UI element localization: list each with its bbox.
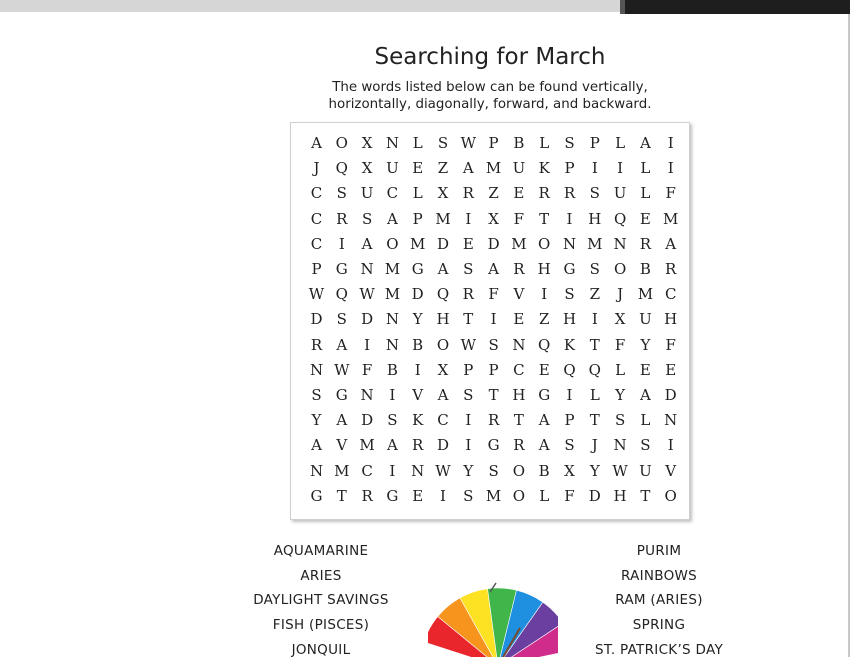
grid-cell[interactable]: S [564,285,575,304]
grid-cell[interactable]: P [564,411,575,430]
grid-cell[interactable]: A [462,159,474,178]
grid-cell[interactable]: Y [412,310,423,329]
grid-cell[interactable]: H [588,209,602,228]
grid-cell[interactable]: D [664,386,677,404]
grid-cell[interactable]: L [640,159,651,178]
grid-cell[interactable]: I [389,461,396,480]
grid-cell[interactable]: I [667,436,674,455]
grid-cell[interactable]: W [334,360,350,379]
grid-cell[interactable]: A [386,436,398,455]
grid-row [304,307,684,332]
grid-cell[interactable]: V [412,386,424,404]
grid-cell[interactable]: B [513,134,525,152]
grid-row [304,408,684,433]
grid-cell[interactable]: A [665,234,677,253]
grid-cell[interactable]: F [665,335,676,354]
grid-cell[interactable]: P [463,360,474,379]
grid-cell[interactable]: C [310,209,323,228]
grid-cell[interactable]: S [311,386,322,404]
grid-cell[interactable]: K [563,335,576,354]
grid-cell[interactable]: B [386,360,398,379]
grid-cell[interactable]: U [639,461,652,480]
grid-cell[interactable]: I [465,209,472,228]
grid-row [304,232,684,257]
grid-cell[interactable]: G [335,386,348,404]
instructions [0,79,850,113]
grid-cell[interactable]: S [437,134,449,152]
grid-cell[interactable]: E [513,184,525,203]
grid-cell[interactable]: I [414,360,421,379]
grid-cell[interactable]: B [639,260,651,278]
grid-cell[interactable]: M [485,159,502,178]
grid-cell[interactable]: P [412,209,423,228]
grid-cell[interactable]: N [664,411,678,430]
umbrella-icon [428,578,558,657]
instructions-line-2: horizontally, diagonally, forward, and backward. [328,97,652,112]
grid-cell[interactable]: N [385,335,399,354]
grid-cell[interactable]: M [637,285,654,304]
grid-cell[interactable]: Q [613,209,627,228]
grid-cell[interactable]: C [386,184,399,203]
grid-cell[interactable]: N [411,461,425,480]
grid-cell[interactable]: R [639,234,652,253]
grid-cell[interactable]: Y [311,411,322,430]
grid-cell[interactable]: Q [588,360,601,379]
grid-cell[interactable]: N [360,260,374,278]
grid-cell[interactable]: O [613,260,627,278]
grid-cell[interactable]: Q [563,360,576,379]
grid-cell[interactable]: O [512,461,526,480]
grid-cell[interactable]: N [613,234,627,253]
grid-cell[interactable]: L [615,134,626,152]
grid-cell[interactable]: D [310,310,323,329]
grid-cell[interactable]: H [436,310,450,329]
grid-cell[interactable]: X [614,310,626,329]
grid-cell[interactable]: S [488,335,499,354]
grid-cell[interactable]: I [591,310,598,329]
grid-cell[interactable]: S [387,411,398,430]
grid-cell[interactable]: S [488,461,499,480]
grid-cell[interactable]: N [309,461,324,480]
grid-cell[interactable]: R [462,184,474,203]
grid-cell[interactable]: F [361,360,373,379]
grid-cell[interactable]: I [465,436,472,455]
grid-cell[interactable]: C [513,360,525,379]
grid-cell[interactable]: W [460,335,476,354]
grid-cell[interactable]: E [665,360,677,379]
grid-cell[interactable]: S [336,184,347,203]
grid-cell[interactable]: R [487,411,500,430]
grid-cell[interactable]: H [562,310,577,329]
grid-cell[interactable]: X [437,360,449,379]
grid-cell[interactable]: A [538,436,550,455]
grid-cell[interactable]: L [589,386,600,404]
word-list-item: ARIES [300,567,342,584]
grid-cell[interactable]: A [639,134,651,152]
grid-cell[interactable]: G [310,486,323,505]
grid-cell[interactable]: S [463,260,474,278]
grid-cell[interactable]: M [334,461,350,480]
word-list-item: JONQUIL [291,641,351,658]
grid-cell[interactable]: R [336,209,348,228]
page-title: Searching for March [374,44,606,70]
grid-cell[interactable]: Q [335,159,348,178]
grid-cell[interactable]: C [437,411,449,430]
grid-cell[interactable]: J [591,436,598,455]
grid-cell[interactable]: N [385,310,399,329]
grid-cell[interactable]: A [538,411,550,430]
grid-cell[interactable]: I [465,411,472,430]
grid-cell[interactable]: L [412,134,423,152]
grid-cell[interactable]: T [488,386,499,404]
grid-row [304,282,684,307]
grid-cell[interactable]: I [389,386,396,404]
grid-cell[interactable]: I [667,159,674,178]
instructions-line-1: The words listed below can be found vertically, [332,80,648,95]
word-list-right [573,541,745,664]
grid-cell[interactable]: N [385,134,399,152]
grid-cell[interactable]: R [462,285,474,304]
grid-cell[interactable]: V [336,436,348,455]
grid-row [304,131,684,156]
grid-cell[interactable]: I [617,159,624,178]
grid-cell[interactable]: G [411,260,424,278]
grid-cell[interactable]: Q [335,285,348,304]
grid-cell[interactable]: K [412,411,424,430]
grid-cell[interactable]: B [412,335,424,354]
grid-cell[interactable]: P [311,260,322,278]
grid-row [304,383,684,408]
grid-cell[interactable]: O [538,234,551,253]
grid-cell[interactable]: Y [615,386,626,404]
grid-cell[interactable]: O [386,234,399,253]
grid-cell[interactable]: J [617,285,624,304]
grid-cell[interactable]: Q [436,285,450,304]
grid-cell[interactable]: C [310,234,323,253]
grid-row [304,181,684,206]
grid-cell[interactable]: A [386,209,398,228]
grid-row [304,433,684,458]
word-list-item: SPRING [632,617,686,634]
grid-cell[interactable]: D [436,436,450,455]
grid-cell[interactable]: L [640,411,651,430]
grid-cell[interactable]: X [361,159,373,178]
grid-cell[interactable]: U [639,310,652,329]
scan-dark-edge [625,0,850,14]
grid-cell[interactable]: X [488,209,499,228]
grid-cell[interactable]: R [513,260,525,278]
grid-cell[interactable]: D [436,234,450,253]
grid-row [304,333,684,358]
word-list-item: FISH (PISCES) [272,617,370,634]
grid-cell[interactable]: W [308,285,325,304]
grid-cell[interactable]: S [614,411,626,430]
grid-cell[interactable]: L [640,184,651,203]
grid-cell[interactable]: O [664,486,677,505]
grid-cell[interactable]: S [463,486,474,505]
grid-cell[interactable]: P [488,134,499,152]
word-list-item: AQUAMARINE [273,543,369,559]
grid-cell[interactable]: P [564,159,575,178]
grid-cell[interactable]: M [511,234,527,253]
grid-cell[interactable]: A [361,234,373,253]
word-list-item: PURIM [636,543,682,559]
grid-cell[interactable]: F [513,209,525,228]
grid-cell[interactable]: E [513,310,525,329]
grid-cell[interactable]: D [487,234,500,253]
grid-cell[interactable]: U [386,159,399,178]
grid-cell[interactable]: N [613,436,627,455]
grid-cell[interactable]: T [640,486,651,505]
grid-cell[interactable]: T [589,335,600,354]
word-list-item: ST. PATRICK’S DAY [595,641,723,658]
grid-cell[interactable]: V [665,461,677,480]
grid-row [304,459,684,484]
grid-cell[interactable]: R [563,184,576,203]
grid-row [304,358,684,383]
grid-cell[interactable]: E [462,234,474,253]
grid-cell[interactable]: M [663,209,679,228]
grid-cell[interactable]: I [364,335,371,354]
grid-cell[interactable]: E [538,360,550,379]
grid-cell[interactable]: P [589,134,600,152]
grid-cell[interactable]: W [460,134,476,152]
grid-cell[interactable]: D [411,285,424,304]
grid-cell[interactable]: M [435,209,451,228]
grid-cell[interactable]: K [538,159,550,178]
grid-cell[interactable]: W [612,461,628,480]
word-list-item: RAINBOWS [620,567,698,584]
grid-cell[interactable]: M [587,234,603,253]
grid-cell[interactable]: R [361,486,373,505]
grid-cell[interactable]: A [639,386,651,404]
grid-cell[interactable]: F [488,285,499,304]
grid-row [304,484,684,509]
grid-cell[interactable]: E [412,159,424,178]
grid-cell[interactable]: C [361,461,373,480]
grid-cell[interactable]: N [309,360,324,379]
grid-cell[interactable]: M [359,436,375,455]
grid-cell[interactable]: G [335,260,348,278]
grid-row [304,257,684,282]
grid-cell[interactable]: H [664,310,678,329]
grid-cell[interactable]: H [512,386,526,404]
grid-cell[interactable]: S [463,386,474,404]
grid-cell[interactable]: R [310,335,323,354]
grid-cell[interactable]: F [564,486,575,505]
grid-cell[interactable]: T [336,486,347,505]
word-list-left [231,541,411,664]
grid-cell[interactable]: M [410,234,426,253]
grid-cell[interactable]: A [311,134,322,152]
grid-cell[interactable]: N [512,335,526,354]
grid-cell[interactable]: Z [589,285,601,304]
grid-cell[interactable]: U [613,184,627,203]
grid-cell[interactable]: D [588,486,601,505]
grid-cell[interactable]: I [566,209,573,228]
grid-cell[interactable]: V [513,285,525,304]
grid-cell[interactable]: G [487,436,500,455]
grid-cell[interactable]: S [336,310,347,329]
grid-cell[interactable]: W [359,285,375,304]
grid-cell[interactable]: G [538,386,551,404]
grid-cell[interactable]: S [589,184,600,203]
grid-cell[interactable]: L [615,360,626,379]
grid-cell[interactable]: G [563,260,576,278]
grid-cell[interactable]: S [640,436,651,455]
grid-cell[interactable]: N [360,386,374,404]
grid-cell[interactable]: F [665,184,676,203]
grid-cell[interactable]: Y [640,335,651,354]
word-search-grid [290,122,690,520]
grid-cell[interactable]: J [313,159,320,178]
grid-cell[interactable]: I [591,159,598,178]
grid-cell[interactable]: A [488,260,500,278]
grid-cell[interactable]: P [488,360,499,379]
grid-cell[interactable]: D [361,310,374,329]
grid-cell[interactable]: H [613,486,627,505]
grid-row [304,207,684,232]
grid-cell[interactable]: M [485,486,502,505]
grid-cell[interactable]: Z [538,310,550,329]
grid-cell[interactable]: L [412,184,423,203]
grid-cell[interactable]: T [539,209,550,228]
grid-cell[interactable]: I [566,386,573,404]
grid-cell[interactable]: S [589,260,600,278]
grid-cell[interactable]: C [310,184,323,203]
grid-cell[interactable]: X [361,134,373,152]
grid-cell[interactable]: I [667,134,674,152]
grid-cell[interactable]: I [440,486,446,505]
grid-cell[interactable]: I [541,285,548,304]
grid-cell[interactable]: A [336,335,348,354]
grid-cell[interactable]: Q [538,335,551,354]
grid-cell[interactable]: A [437,260,449,278]
word-list-item: DAYLIGHT SAVINGS [253,592,389,609]
grid-cell[interactable]: H [537,260,551,278]
grid-cell[interactable]: A [311,436,322,455]
grid-cell[interactable]: F [614,335,626,354]
grid-cell[interactable]: B [538,461,550,480]
grid-cell[interactable]: M [384,260,401,278]
grid-cell[interactable]: X [437,184,449,203]
grid-cell[interactable]: Y [463,461,474,480]
grid-cell[interactable]: U [512,159,526,178]
grid-cell[interactable]: M [384,285,401,304]
grid-cell[interactable]: O [335,134,348,152]
grid-cell[interactable]: N [562,234,577,253]
grid-cell[interactable]: G [386,486,399,505]
grid-cell[interactable]: I [338,234,345,253]
grid-cell[interactable]: D [361,411,374,430]
grid-cell[interactable]: L [539,134,550,152]
grid-cell[interactable]: C [664,285,677,304]
grid-cell[interactable]: W [435,461,451,480]
grid-cell[interactable]: O [512,486,526,505]
grid-cell[interactable]: S [564,134,575,152]
grid-cell[interactable]: A [336,411,348,430]
grid-cell[interactable]: A [437,386,449,404]
grid-cell[interactable]: R [538,184,550,203]
grid-cell[interactable]: T [513,411,524,430]
grid-cell[interactable]: I [490,310,497,329]
grid-cell[interactable]: Z [437,159,449,178]
grid-cell[interactable]: Y [589,461,600,480]
grid-cell[interactable]: E [639,360,651,379]
grid-cell[interactable]: R [513,436,525,455]
grid-cell[interactable]: L [539,486,550,505]
grid-row [304,156,684,181]
word-list-item: RAM (ARIES) [615,592,703,609]
grid-cell[interactable]: E [639,209,651,228]
grid-cell[interactable]: S [361,209,373,228]
grid-cell[interactable]: T [589,411,600,430]
grid-cell[interactable]: S [564,436,575,455]
grid-cell[interactable]: Z [488,184,499,203]
grid-cell[interactable]: R [412,436,424,455]
grid-cell[interactable]: R [665,260,677,278]
grid-cell[interactable]: U [360,184,374,203]
grid-cell[interactable]: O [436,335,450,354]
scan-top-border [0,0,850,12]
grid-cell[interactable]: X [564,461,575,480]
grid-cell[interactable]: E [412,486,424,505]
grid-cell[interactable]: T [463,310,474,329]
